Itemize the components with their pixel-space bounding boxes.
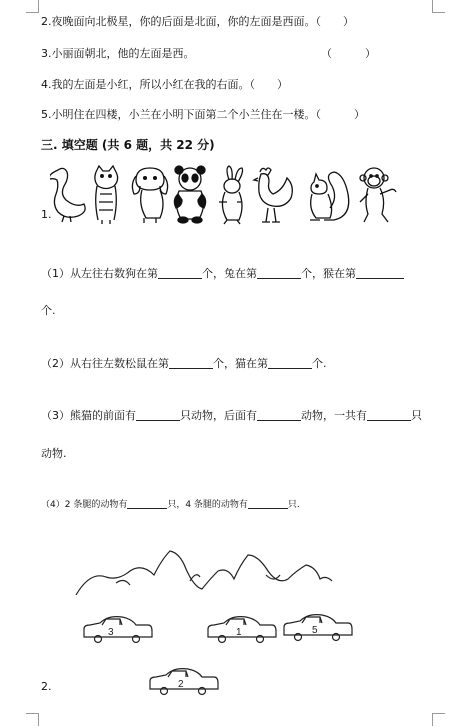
- subquestion-1-text-a: （1）从左往右数狗在第: [41, 267, 158, 280]
- answer-blank[interactable]: [257, 267, 301, 279]
- section-3-heading: 三. 填空题 (共 6 题，共 22 分): [41, 138, 215, 152]
- mountains-cars-image: [70, 545, 380, 705]
- question-1-number: 1.: [41, 208, 52, 221]
- judge-question-4: 4.我的左面是小红，所以小红在我的右面。（ ）: [41, 78, 288, 91]
- answer-blank[interactable]: [367, 409, 411, 421]
- answer-blank[interactable]: [127, 499, 167, 509]
- subquestion-3-text-d: 只: [411, 409, 422, 422]
- subquestion-4-text-b: 只，4 条腿的动物有: [167, 500, 248, 510]
- car-2: [150, 669, 218, 695]
- subquestion-2-text-b: 个，猫在第: [213, 357, 268, 370]
- judge-question-3-text: 3.小丽面朝北，他的左面是西。: [41, 47, 195, 60]
- dog-icon: [132, 168, 167, 223]
- crop-mark-top-left: [26, 0, 39, 13]
- crop-mark-bottom-left: [26, 713, 39, 726]
- answer-blank[interactable]: [257, 409, 301, 421]
- car-3: [84, 617, 152, 643]
- subquestion-4-text-a: （4）2 条腿的动物有: [41, 500, 128, 510]
- car-number-label: 3: [108, 627, 114, 638]
- crop-mark-bottom-right: [432, 713, 445, 726]
- car-number-label: 2: [178, 679, 184, 690]
- car-number-label: 1: [236, 627, 242, 638]
- rabbit-icon: [219, 166, 243, 224]
- subquestion-1-text-c: 个，猴在第: [301, 267, 356, 280]
- mountain-range: [76, 551, 332, 595]
- panda-icon: [174, 166, 205, 223]
- subquestion-2-text-c: 个.: [312, 357, 327, 370]
- goose-icon: [50, 168, 85, 222]
- animal-lineup-image: [50, 164, 400, 226]
- subquestion-4: [41, 497, 300, 510]
- subquestion-4-text-c: 只.: [287, 500, 300, 510]
- answer-blank[interactable]: [248, 499, 288, 509]
- subquestion-1-text-b: 个，兔在第: [202, 267, 257, 280]
- answer-blank[interactable]: [158, 267, 202, 279]
- subquestion-1: [41, 265, 404, 281]
- subquestion-3-end: 动物.: [41, 447, 67, 460]
- subquestion-1-end: 个.: [41, 304, 56, 317]
- car-1: [208, 617, 276, 643]
- monkey-icon: [360, 168, 396, 222]
- squirrel-icon: [310, 172, 349, 220]
- subquestion-3: [41, 407, 422, 423]
- car-5: [284, 615, 352, 641]
- answer-blank[interactable]: [169, 357, 213, 369]
- answer-blank[interactable]: [136, 409, 180, 421]
- judge-question-3: [41, 45, 376, 61]
- answer-blank[interactable]: [356, 267, 404, 279]
- subquestion-3-text-c: 动物，一共有: [301, 409, 367, 422]
- subquestion-3-text-a: （3）熊猫的前面有: [41, 409, 136, 422]
- answer-blank[interactable]: [268, 357, 312, 369]
- question-2-number: 2.: [41, 680, 52, 693]
- subquestion-2-text-a: （2）从右往左数松鼠在第: [41, 357, 169, 370]
- car-number-label: 5: [312, 625, 318, 636]
- rooster-icon: [254, 168, 292, 222]
- subquestion-3-text-b: 只动物，后面有: [180, 409, 257, 422]
- judge-question-5: 5.小明住在四楼，小兰在小明下面第二个小兰住在一楼。（ ）: [41, 108, 365, 121]
- judge-question-2: 2.夜晚面向北极星，你的后面是北面，你的左面是西面。（ ）: [41, 15, 354, 28]
- crop-mark-top-right: [432, 0, 445, 13]
- subquestion-2: [41, 355, 327, 371]
- cat-icon: [95, 166, 118, 224]
- judge-question-3-paren: （ ）: [321, 47, 376, 60]
